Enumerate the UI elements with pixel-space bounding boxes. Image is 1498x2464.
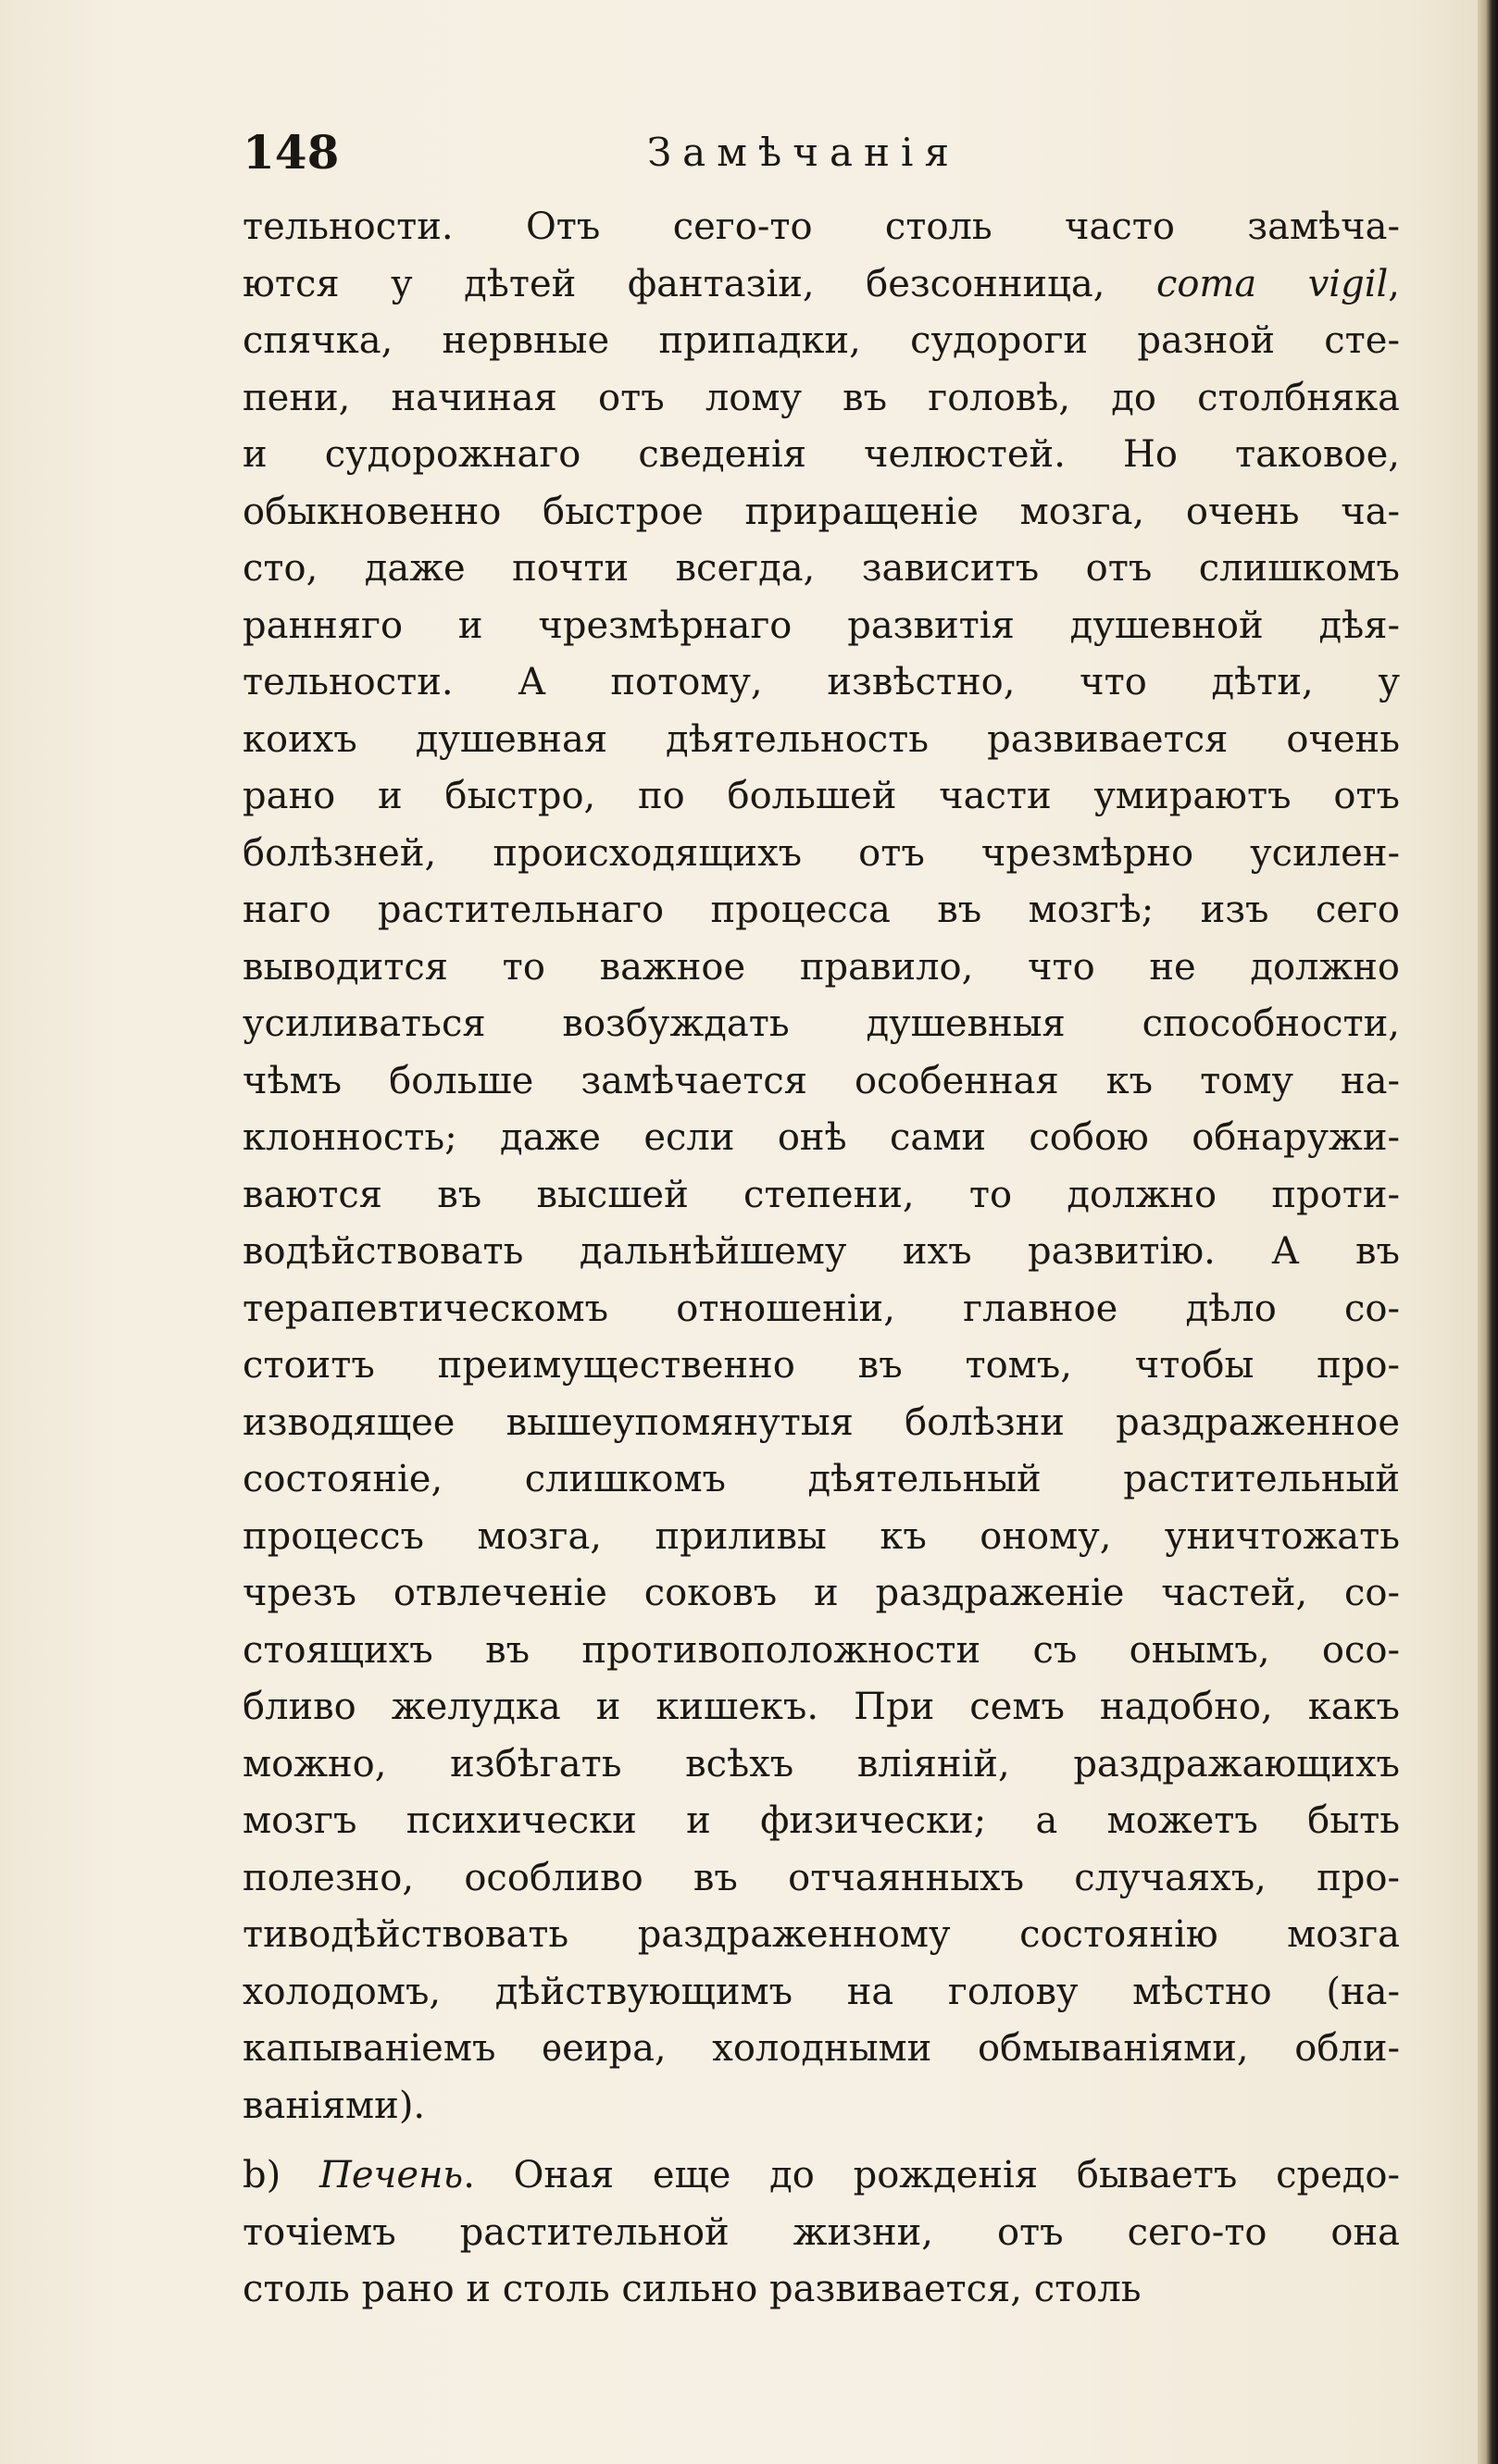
text-line: ются у дѣтей фантазіи, безсонница, coma vigil, xyxy=(243,262,1400,305)
text-line: точіемъ растительной жизни, отъ сего-то она xyxy=(243,2210,1400,2254)
text-line: процессъ мозга, приливы къ оному, уничтожать xyxy=(243,1514,1400,1558)
text-line: пени, начиная отъ лому въ головѣ, до столбняка xyxy=(243,376,1400,419)
text-line: ваніями). xyxy=(243,2084,426,2127)
text-line: тельности. Отъ сего-то столь часто замѣча- xyxy=(243,205,1400,248)
text-line: можно, избѣгать всѣхъ вліяній, раздражающихъ xyxy=(243,1742,1400,1786)
page-edge-shadow xyxy=(1478,0,1498,2464)
text-line: тельности. А потому, извѣстно, что дѣти, у xyxy=(243,661,1400,703)
text-line: наго растительнаго процесса въ мозгѣ; изъ сего xyxy=(243,889,1400,931)
text-line: изводящее вышеупомянутыя болѣзни раздраженное xyxy=(243,1400,1400,1444)
text-line: стоящихъ въ противоположности съ онымъ, осо- xyxy=(243,1628,1400,1672)
text-line: бливо желудка и кишекъ. При семъ надобно, какъ xyxy=(243,1686,1400,1728)
body-text xyxy=(243,199,1400,2319)
text-line: тиводѣйствовать раздраженному состоянію мозга xyxy=(243,1913,1400,1956)
text-line: состояніе, слишкомъ дѣятельный растительный xyxy=(243,1458,1400,1500)
text-line: обыкновенно быстрое приращеніе мозга, очень ча- xyxy=(243,490,1400,533)
text-line: столь рано и столь сильно развивается, столь xyxy=(243,2268,1142,2310)
paragraph xyxy=(243,2147,1400,2319)
paragraph xyxy=(243,199,1400,2134)
text-line: терапевтическомъ отношеніи, главное дѣло со- xyxy=(243,1287,1400,1330)
text-line: мозгъ психически и физически; а можетъ быть xyxy=(243,1799,1400,1842)
text-line: болѣзней, происходящихъ отъ чрезмѣрно усилен- xyxy=(243,831,1400,875)
text-line: водѣйствовать дальнѣйшему ихъ развитію. А въ xyxy=(243,1230,1400,1273)
text-line: ранняго и чрезмѣрнаго развитія душевной дѣя- xyxy=(243,604,1400,647)
text-line: сто, даже почти всегда, зависитъ отъ слишкомъ xyxy=(243,547,1400,590)
text-line: b) Печень. Оная еще до рожденія бываетъ средо- xyxy=(243,2154,1400,2196)
page-header xyxy=(243,125,1400,180)
text-line: спячка, нервные припадки, судороги разной сте- xyxy=(243,319,1400,362)
text-line: ваются въ высшей степени, то должно проти- xyxy=(243,1173,1400,1216)
text-line: полезно, особливо въ отчаянныхъ случаяхъ, про- xyxy=(243,1856,1400,1899)
running-title: Замѣчанія xyxy=(647,130,960,175)
text-line: усиливаться возбуждать душевныя способности, xyxy=(243,1002,1400,1045)
text-line: холодомъ, дѣйствующимъ на голову мѣстно (на- xyxy=(243,1970,1400,2013)
text-line: капываніемъ ѳеира, холодными обмываніями, обли- xyxy=(243,2027,1400,2070)
page-number: 148 xyxy=(243,125,340,180)
text-line: рано и быстро, по большей части умираютъ отъ xyxy=(243,775,1400,817)
text-line: выводится то важное правило, что не должно xyxy=(243,945,1400,989)
text-line: и судорожнаго сведенія челюстей. Но таковое, xyxy=(243,433,1400,476)
paragraph-gap xyxy=(243,2134,1400,2147)
text-line: чѣмъ больше замѣчается особенная къ тому на- xyxy=(243,1059,1400,1102)
text-line: клонность; даже если онѣ сами собою обнаружи- xyxy=(243,1116,1400,1159)
text-line: коихъ душевная дѣятельность развивается очень xyxy=(243,717,1400,761)
text-line: стоитъ преимущественно въ томъ, чтобы про- xyxy=(243,1344,1400,1387)
text-line: чрезъ отвлеченіе соковъ и раздраженіе частей, со- xyxy=(243,1572,1400,1614)
